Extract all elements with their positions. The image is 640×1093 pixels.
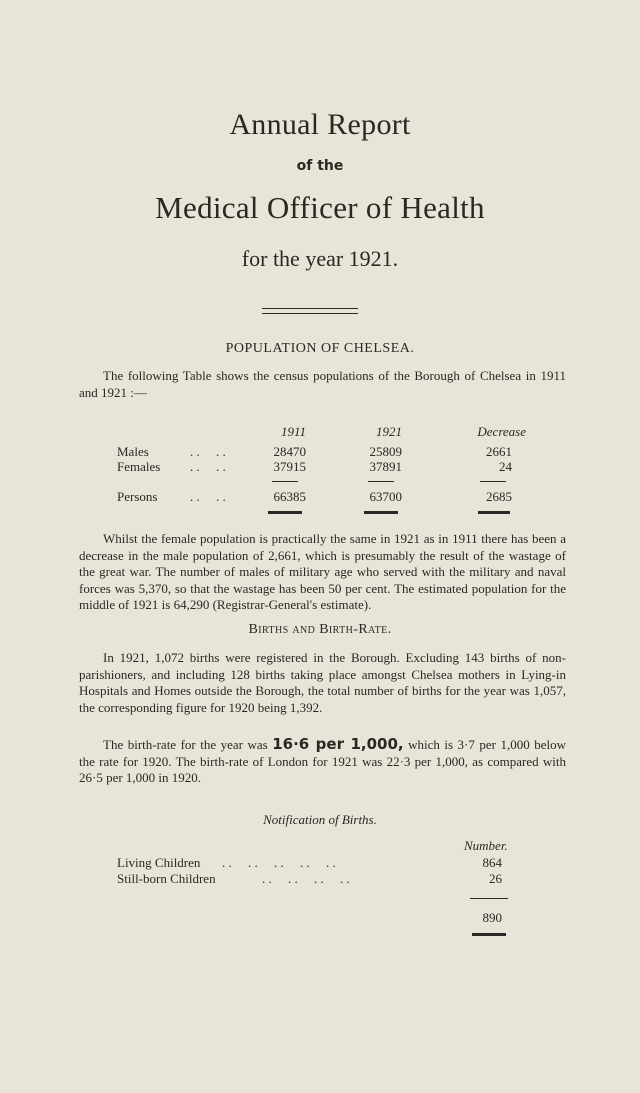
report-year: for the year 1921. bbox=[241, 246, 399, 271]
row-label-females: Females bbox=[117, 459, 161, 474]
birth-rate-text-end: which is 3·7 per 1,000 below the rate for 1920. The birth-rate of London for 1921 was 22·3 per 1,000, as compared with 26·5 per 1,000 in 1920. bbox=[79, 737, 566, 785]
females-1911: 37915 bbox=[273, 459, 306, 474]
females-decrease: 24 bbox=[499, 459, 512, 474]
notification-table bbox=[0, 838, 640, 948]
population-heading: POPULATION OF CHELSEA. bbox=[225, 341, 415, 356]
females-1921: 37891 bbox=[369, 459, 402, 474]
population-table bbox=[0, 414, 640, 514]
row-leader-stillborn: . . . . . . . . bbox=[262, 871, 350, 886]
population-commentary: Whilst the female population is practically the same in 1921 as in 1911 there has been a decrease in the male population of 2,661, which is presumably the result of the wastage of the great war. The number of males of military age who served with the military and naval forces was 5,370, so that the wastage has been 50 per cent. The estimated population for the middle of 1921 is 64,290 (Registrar-General's estimate). bbox=[79, 531, 566, 612]
total-rule-1921 bbox=[364, 511, 398, 514]
birth-rate-text-start: The birth-rate for the year was bbox=[103, 737, 273, 752]
row-label-persons: Persons bbox=[117, 489, 158, 504]
row-leader-males: . . . . bbox=[190, 444, 226, 459]
row-leader-living: . . . . . . . . . . bbox=[222, 855, 336, 870]
row-label-males: Males bbox=[117, 444, 149, 459]
persons-1921: 63700 bbox=[369, 489, 402, 504]
subtotal-rule-decrease bbox=[480, 481, 506, 482]
report-subtitle-of: of the bbox=[296, 158, 344, 174]
persons-1911: 66385 bbox=[273, 489, 306, 504]
title-divider bbox=[262, 308, 358, 314]
males-1911: 28470 bbox=[273, 444, 306, 459]
notification-subtotal-rule bbox=[470, 898, 508, 899]
total-rule-1911 bbox=[268, 511, 302, 514]
living-children-count: 864 bbox=[482, 855, 502, 870]
notification-heading: Notification of Births. bbox=[263, 812, 377, 827]
males-1921: 25809 bbox=[369, 444, 402, 459]
birth-rate-figure: 16·6 per 1,000, bbox=[272, 735, 404, 753]
col-header-1921: 1921 bbox=[376, 424, 402, 439]
persons-decrease: 2685 bbox=[486, 489, 512, 504]
col-header-1911: 1911 bbox=[280, 424, 306, 439]
report-title: Annual Report bbox=[229, 108, 411, 141]
males-decrease: 2661 bbox=[486, 444, 512, 459]
stillborn-children-count: 26 bbox=[489, 871, 502, 886]
birth-rate-paragraph bbox=[79, 736, 566, 787]
row-leader-females: . . . . bbox=[190, 459, 226, 474]
subtotal-rule-1921 bbox=[368, 481, 394, 482]
notification-total-rule bbox=[472, 933, 506, 936]
total-rule-decrease bbox=[478, 511, 510, 514]
births-paragraph: In 1921, 1,072 births were registered in the Borough. Excluding 143 births of non-parishioners, and including 128 births taking place amongst Chelsea mothers in Lying-in Hospitals and Homes outside the Borough, the total number of births for the year was 1,057, the corresponding figure for 1920 being 1,392. bbox=[79, 650, 566, 715]
subtotal-rule-1911 bbox=[272, 481, 298, 482]
notification-total: 890 bbox=[482, 910, 502, 925]
report-office-title: Medical Officer of Health bbox=[155, 190, 485, 225]
row-label-stillborn: Still-born Children bbox=[117, 871, 216, 886]
row-leader-persons: . . . . bbox=[190, 489, 226, 504]
births-heading: Births and Birth-Rate. bbox=[248, 622, 392, 637]
population-intro: The following Table shows the census populations of the Borough of Chelsea in 1911 and 1921 :— bbox=[79, 368, 566, 400]
row-label-living: Living Children bbox=[117, 855, 201, 870]
col-header-decrease: Decrease bbox=[477, 424, 526, 439]
notification-col-header: Number. bbox=[464, 838, 508, 853]
